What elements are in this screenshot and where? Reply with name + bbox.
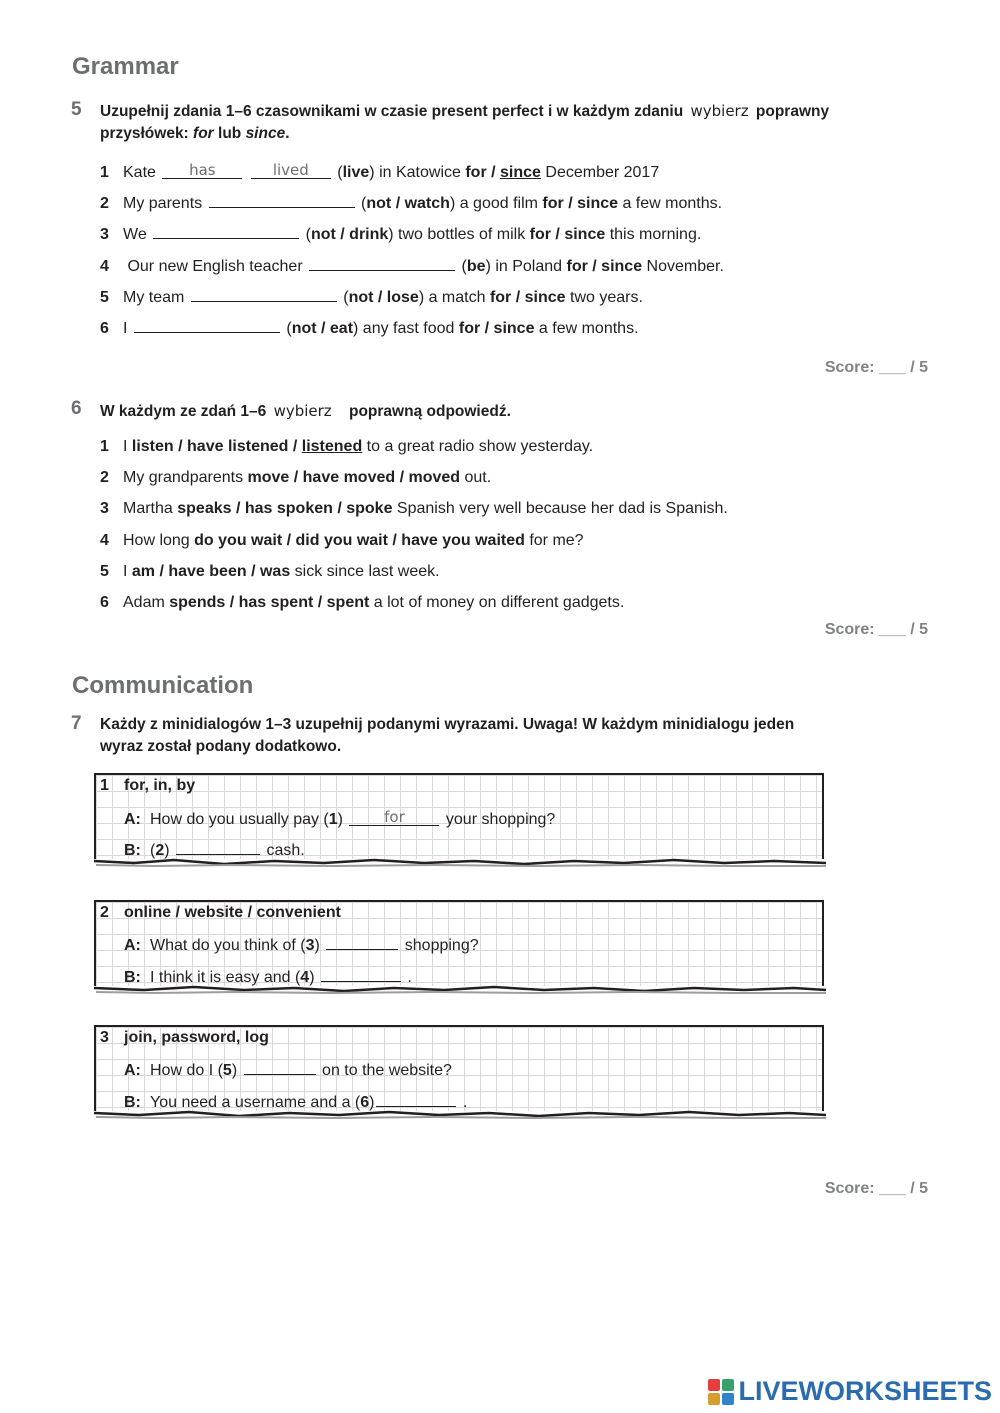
item-subject: I <box>123 563 132 580</box>
option-separator: / <box>387 532 402 549</box>
option-separator: / <box>313 594 327 611</box>
option-2[interactable]: have listened <box>187 438 289 455</box>
instruction-text: Każdy z minidialogów 1–3 uzupełnij podanymi wyrazami. Uwaga! W każdym minidialogu jeden <box>100 716 795 733</box>
item-subject: Our new English teacher <box>123 258 303 275</box>
ex5-item-2: 2 My parents (not / watch) a good film for / since a few months. <box>100 195 723 212</box>
option-since[interactable]: since <box>524 289 566 306</box>
ex6-item-3 <box>100 499 728 519</box>
answer-field[interactable] <box>153 224 299 239</box>
item-verb: not / lose <box>348 289 419 306</box>
item-end: sick since last week. <box>290 563 440 580</box>
option-separator: / <box>225 594 239 611</box>
ex6-item-5 <box>100 562 440 582</box>
torn-edge <box>94 855 826 867</box>
line-text: ) <box>337 811 343 828</box>
answer-field[interactable] <box>209 193 355 208</box>
ex5-item-4: 4 Our new English teacher (be) in Poland for / since November. <box>100 258 724 275</box>
option-separator: / <box>550 226 565 243</box>
option-separator: / <box>332 500 347 517</box>
answer-field[interactable] <box>376 1092 456 1107</box>
item-number: 5 <box>100 289 109 306</box>
item-middle: in Poland <box>490 258 567 275</box>
option-separator: / <box>282 532 296 549</box>
speaker-label: A: <box>124 1062 141 1079</box>
item-subject: My team <box>123 289 185 306</box>
dialog-line-a <box>100 809 555 829</box>
item-end: two years. <box>565 289 643 306</box>
item-number: 1 <box>100 164 109 181</box>
item-end: November. <box>642 258 724 275</box>
option-separator: / <box>246 563 260 580</box>
option-for[interactable]: for <box>458 320 481 337</box>
score-ex7: Score: ___ / 5 <box>824 1180 928 1197</box>
gap-number: 2 <box>155 842 165 859</box>
item-end: Spanish very well because her dad is Spanish. <box>392 500 728 517</box>
dialog-header <box>100 1029 269 1047</box>
dialog-header <box>100 904 341 922</box>
instruction-text: poprawną odpowiedź. <box>349 403 511 420</box>
answer-field[interactable] <box>321 967 401 982</box>
answer-field-has[interactable]: has <box>162 162 242 179</box>
speaker-label: B: <box>124 842 141 859</box>
item-middle: in Katowice <box>374 164 466 181</box>
instruction-since: since <box>245 125 286 142</box>
instruction-for: for <box>193 125 214 142</box>
item-subject: Adam <box>123 594 170 611</box>
speaker-label: A: <box>124 937 141 954</box>
dialog-line-a <box>100 1060 452 1080</box>
option-3[interactable]: was <box>259 563 291 580</box>
item-number: 2 <box>100 195 109 212</box>
section-title-communication: Communication <box>72 672 254 699</box>
exercise-number-7: 7 <box>71 713 82 734</box>
gap-number: 6 <box>360 1094 370 1111</box>
option-for[interactable]: for <box>542 195 564 212</box>
item-verb: not / eat <box>291 320 354 337</box>
option-separator: / <box>563 195 578 212</box>
ex6-item-2 <box>100 468 491 488</box>
line-text: What do you think of ( <box>150 937 306 954</box>
option-1[interactable]: do you wait <box>194 532 283 549</box>
gap-number: 4 <box>300 969 310 986</box>
option-since-selected[interactable]: since <box>500 164 541 181</box>
option-3[interactable]: moved <box>408 469 461 486</box>
option-1[interactable]: speaks <box>177 500 232 517</box>
instruction-text: . <box>285 125 290 142</box>
gap-number: 3 <box>305 937 315 954</box>
overlay-word-wybierz: wybierz <box>687 102 751 120</box>
instruction-text: przysłówek: <box>100 125 194 142</box>
option-separator: / <box>486 164 501 181</box>
item-middle: a match <box>424 289 490 306</box>
option-since[interactable]: since <box>601 258 643 275</box>
dialog-number: 2 <box>100 904 109 921</box>
option-2[interactable]: have been <box>168 563 247 580</box>
option-3-selected[interactable]: listened <box>301 438 363 455</box>
instruction-text: poprawny <box>755 103 830 120</box>
item-verb: live <box>342 164 370 181</box>
option-separator: / <box>395 469 409 486</box>
line-text: ) <box>314 937 320 954</box>
line-text: . <box>402 969 412 986</box>
logo-grid-icon <box>708 1379 734 1405</box>
exercise-6-instruction <box>100 400 920 423</box>
line-text: How do you usually pay ( <box>150 811 329 828</box>
item-number: 2 <box>100 469 109 486</box>
option-for[interactable]: for <box>566 258 588 275</box>
item-verb: not / watch <box>366 195 450 212</box>
line-text: ) <box>309 969 315 986</box>
item-number: 4 <box>100 532 109 549</box>
option-separator: / <box>511 289 525 306</box>
option-separator: / <box>155 563 169 580</box>
option-1[interactable]: listen <box>131 438 174 455</box>
gap-number: 1 <box>328 811 338 828</box>
item-end: out. <box>460 469 492 486</box>
answer-field[interactable] <box>176 840 260 855</box>
answer-field[interactable] <box>309 256 455 271</box>
option-1[interactable]: am <box>131 563 156 580</box>
option-1[interactable]: spends <box>169 594 226 611</box>
instruction-text: wyraz został podany dodatkowo. <box>100 738 342 755</box>
option-2[interactable]: did you wait <box>295 532 388 549</box>
item-number: 5 <box>100 563 109 580</box>
item-end: to a great radio show yesterday. <box>362 438 594 455</box>
item-subject: We <box>123 226 147 243</box>
option-separator: / <box>587 258 602 275</box>
torn-edge <box>94 982 826 994</box>
ex6-item-6 <box>100 593 624 613</box>
answer-field[interactable] <box>191 287 337 302</box>
ex5-item-6: 6 I (not / eat) any fast food for / since a few months. <box>100 320 639 337</box>
gap-number: 5 <box>222 1062 232 1079</box>
exercise-7-instruction <box>100 714 920 758</box>
line-text: ) <box>164 842 170 859</box>
item-subject: Kate <box>123 164 156 181</box>
dialog-number: 1 <box>100 777 109 794</box>
dialog-line-a <box>100 935 479 955</box>
line-text: your shopping? <box>441 811 556 828</box>
liveworksheets-logo[interactable] <box>708 1376 992 1407</box>
speaker-label: B: <box>124 1094 141 1111</box>
ex5-item-1: 1 Kate has lived (live) in Katowice for / since December 2017 <box>100 161 660 181</box>
score-ex5: Score: ___ / 5 <box>824 359 928 376</box>
option-3[interactable]: spent <box>326 594 370 611</box>
item-middle: two bottles of milk <box>393 226 530 243</box>
ex6-item-4 <box>100 531 584 551</box>
dialog-words: join, password, log <box>124 1029 269 1046</box>
item-middle: a good film <box>455 195 543 212</box>
item-end: a few months. <box>534 320 639 337</box>
item-subject: How long <box>123 532 195 549</box>
minidialog-2 <box>94 900 824 986</box>
item-subject: I <box>123 320 128 337</box>
option-separator: / <box>173 438 188 455</box>
dialog-number: 3 <box>100 1029 109 1046</box>
overlay-word-wybierz: wybierz <box>271 402 335 420</box>
answer-field[interactable] <box>134 318 280 333</box>
speaker-label: B: <box>124 969 141 986</box>
item-subject: My grandparents <box>123 469 248 486</box>
item-number: 4 <box>100 258 109 275</box>
item-end: for me? <box>524 532 584 549</box>
option-3[interactable]: spoke <box>346 500 393 517</box>
ex5-item-3: 3 We (not / drink) two bottles of milk for / since this morning. <box>100 226 702 243</box>
answer-field[interactable] <box>244 1060 316 1075</box>
dialog-words: for, in, by <box>124 777 196 794</box>
instruction-text: W każdym ze zdań 1–6 <box>100 403 267 420</box>
item-end: December 2017 <box>540 164 660 181</box>
instruction-text: Uzupełnij zdania 1–6 czasownikami w czasie present perfect i w każdym zdaniu <box>100 103 684 120</box>
logo-text: LIVEWORKSHEETS <box>738 1376 992 1406</box>
option-separator: / <box>288 438 302 455</box>
exercise-number-6: 6 <box>71 398 82 419</box>
item-end: a few months. <box>618 195 723 212</box>
minidialog-3 <box>94 1025 824 1111</box>
line-text: How do I ( <box>150 1062 223 1079</box>
option-since[interactable]: since <box>577 195 619 212</box>
item-subject: My parents <box>123 195 203 212</box>
option-for[interactable]: for <box>529 226 551 243</box>
item-number: 1 <box>100 438 109 455</box>
line-text: ( <box>150 842 156 859</box>
line-text: . <box>458 1094 468 1111</box>
score-ex6: Score: ___ / 5 <box>824 621 928 638</box>
answer-field-for[interactable]: for <box>349 809 439 826</box>
exercise-5-instruction <box>100 100 920 145</box>
exercise-number-5: 5 <box>71 99 82 120</box>
option-2[interactable]: have moved <box>302 469 396 486</box>
option-3[interactable]: have you waited <box>401 532 525 549</box>
line-text: on to the website? <box>317 1062 452 1079</box>
option-separator: / <box>289 469 303 486</box>
torn-edge <box>94 1107 826 1119</box>
item-number: 3 <box>100 226 109 243</box>
option-separator: / <box>231 500 245 517</box>
ex6-item-1 <box>100 437 593 457</box>
item-verb: not / drink <box>310 226 389 243</box>
item-verb: be <box>466 258 486 275</box>
answer-field[interactable] <box>326 935 398 950</box>
line-text: ) <box>231 1062 238 1079</box>
option-2[interactable]: has spoken <box>244 500 333 517</box>
section-title-grammar: Grammar <box>72 53 179 80</box>
dialog-words: online / website / convenient <box>124 904 341 921</box>
option-separator: / <box>480 320 494 337</box>
answer-field-lived[interactable]: lived <box>251 162 331 179</box>
minidialog-1 <box>94 773 824 859</box>
item-subject: I <box>123 438 132 455</box>
line-text: I think it is easy and ( <box>150 969 301 986</box>
item-number: 3 <box>100 500 109 517</box>
option-for[interactable]: for <box>489 289 512 306</box>
option-1[interactable]: move <box>247 469 290 486</box>
dialog-header <box>100 777 195 795</box>
item-number: 6 <box>100 594 109 611</box>
option-since[interactable]: since <box>564 226 606 243</box>
item-number: 6 <box>100 320 109 337</box>
line-text: shopping? <box>400 937 479 954</box>
line-text: ) <box>369 1094 375 1111</box>
item-middle: any fast food <box>358 320 459 337</box>
line-text: You need a username and a ( <box>150 1094 361 1111</box>
item-end: this morning. <box>605 226 702 243</box>
item-end: a lot of money on different gadgets. <box>369 594 625 611</box>
ex5-item-5: 5 My team (not / lose) a match for / since two years. <box>100 289 643 306</box>
line-text: cash. <box>262 842 305 859</box>
option-since[interactable]: since <box>493 320 535 337</box>
item-subject: Martha <box>123 500 178 517</box>
speaker-label: A: <box>124 811 141 828</box>
option-2[interactable]: has spent <box>238 594 314 611</box>
option-for[interactable]: for <box>465 164 487 181</box>
instruction-text: lub <box>213 125 246 142</box>
